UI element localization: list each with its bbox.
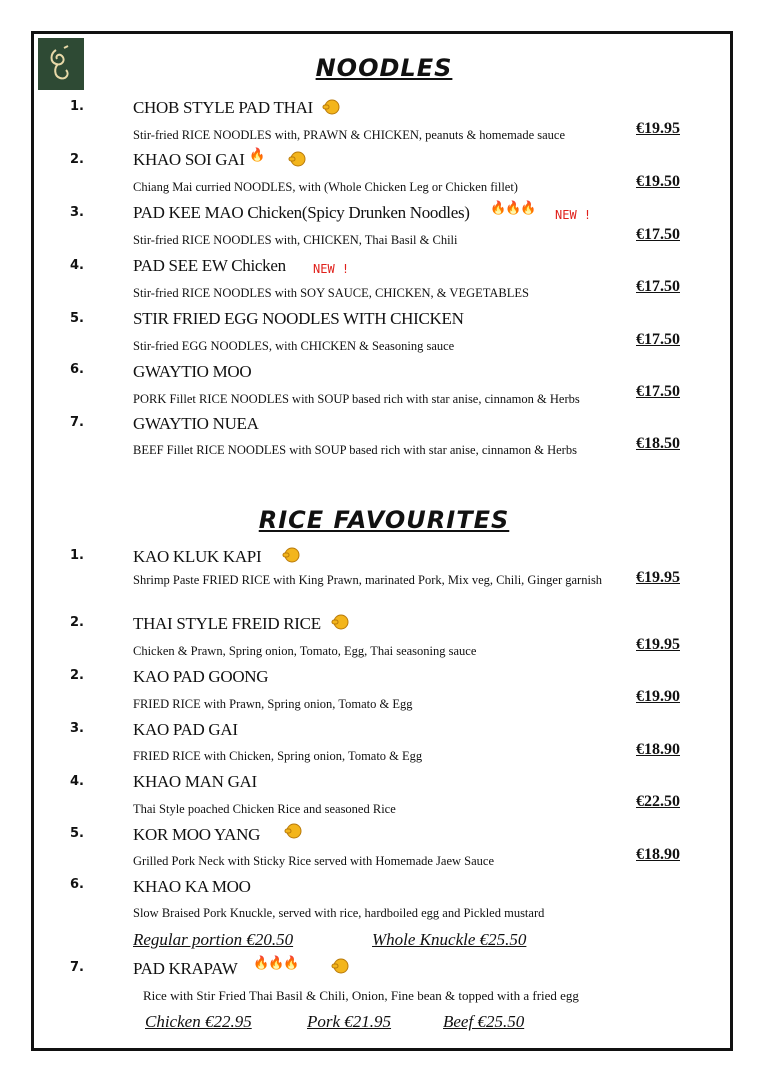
item-description: Chiang Mai curried NOODLES, with (Whole Chicken Leg or Chicken fillet) xyxy=(133,180,518,194)
item-price: €18.50 xyxy=(636,435,680,452)
item-name: STIR FRIED EGG NOODLES WITH CHICKEN xyxy=(133,309,464,328)
item-number: 4. xyxy=(70,774,84,789)
item-number: 3. xyxy=(70,721,84,736)
item-price: €22.50 xyxy=(636,793,680,810)
new-badge: NEW ! xyxy=(313,262,350,276)
item-number: 3. xyxy=(70,205,84,220)
item-number: 7. xyxy=(70,415,84,430)
item-description: PORK Fillet RICE NOODLES with SOUP based rich with star anise, cinnamon & Herbs xyxy=(133,392,580,406)
item-name: KHAO MAN GAI xyxy=(133,772,257,791)
item-description: Stir-fried RICE NOODLES with, PRAWN & CHICKEN, peanuts & homemade sauce xyxy=(133,128,566,142)
item-name: PAD SEE EW Chicken xyxy=(133,256,286,275)
item-description: Stir-fried RICE NOODLES with, CHICKEN, Thai Basil & Chili xyxy=(133,233,458,247)
thumbs-up-icon xyxy=(331,958,349,974)
item-price: €19.90 xyxy=(636,688,680,705)
rice-section-title: RICE FAVOURITES xyxy=(258,506,510,534)
item-price: €17.50 xyxy=(636,278,680,295)
item-price: €18.90 xyxy=(636,741,680,758)
item-price: €19.50 xyxy=(636,173,680,190)
item-name: KAO PAD GAI xyxy=(133,720,238,739)
portion-option: Beef €25.50 xyxy=(443,1012,525,1031)
item-name: KHAO SOI GAI xyxy=(133,150,245,169)
item-number: 1. xyxy=(70,99,84,114)
item-number: 7. xyxy=(70,960,84,975)
item-description: Thai Style poached Chicken Rice and seasoned Rice xyxy=(133,802,396,816)
item-description: Slow Braised Pork Knuckle, served with rice, hardboiled egg and Pickled mustard xyxy=(133,906,545,920)
item-number: 2. xyxy=(70,152,84,167)
noodles-section-title: NOODLES xyxy=(315,54,453,82)
item-number: 1. xyxy=(70,548,84,563)
item-name: THAI STYLE FREID RICE xyxy=(133,614,321,633)
new-badge: NEW ! xyxy=(555,208,592,222)
item-number: 4. xyxy=(70,258,84,273)
item-name: PAD KEE MAO Chicken(Spicy Drunken Noodles) xyxy=(133,203,470,222)
thumbs-up-icon xyxy=(284,823,302,839)
thumbs-up-icon xyxy=(322,99,340,115)
portion-option: Regular portion €20.50 xyxy=(133,930,294,949)
item-description: BEEF Fillet RICE NOODLES with SOUP based rich with star anise, cinnamon & Herbs xyxy=(133,443,577,457)
item-description: Shrimp Paste FRIED RICE with King Prawn, marinated Pork, Mix veg, Chili, Ginger garnish xyxy=(133,573,603,587)
item-description: FRIED RICE with Chicken, Spring onion, Tomato & Egg xyxy=(133,749,423,763)
item-price: €19.95 xyxy=(636,120,680,137)
item-name: GWAYTIO NUEA xyxy=(133,414,259,433)
item-price: €19.95 xyxy=(636,636,680,653)
thumbs-up-icon xyxy=(282,547,300,563)
item-name: CHOB STYLE PAD THAI xyxy=(133,98,313,117)
portion-option: Whole Knuckle €25.50 xyxy=(372,930,527,949)
portion-option: Chicken €22.95 xyxy=(145,1012,252,1031)
item-price: €17.50 xyxy=(636,383,680,400)
fire-icon: 🔥🔥🔥 xyxy=(253,956,299,971)
item-name: PAD KRAPAW xyxy=(133,959,238,978)
thumbs-up-icon xyxy=(331,614,349,630)
item-price: €17.50 xyxy=(636,226,680,243)
item-price: €18.90 xyxy=(636,846,680,863)
fire-icon: 🔥🔥🔥 xyxy=(490,201,536,216)
fire-icon: 🔥 xyxy=(249,148,265,163)
item-name: KOR MOO YANG xyxy=(133,825,261,844)
item-description: Chicken & Prawn, Spring onion, Tomato, Egg, Thai seasoning sauce xyxy=(133,644,477,658)
item-price: €19.95 xyxy=(636,569,680,586)
item-number: 6. xyxy=(70,362,84,377)
item-description: Grilled Pork Neck with Sticky Rice served with Homemade Jaew Sauce xyxy=(133,854,495,868)
item-number: 6. xyxy=(70,877,84,892)
item-name: KAO KLUK KAPI xyxy=(133,547,262,566)
item-number: 2. xyxy=(70,668,84,683)
item-description: FRIED RICE with Prawn, Spring onion, Tomato & Egg xyxy=(133,697,413,711)
item-number: 2. xyxy=(70,615,84,630)
item-number: 5. xyxy=(70,826,84,841)
item-name: GWAYTIO MOO xyxy=(133,362,252,381)
item-description: Stir-fried RICE NOODLES with SOY SAUCE, CHICKEN, & VEGETABLES xyxy=(133,286,529,300)
item-price: €17.50 xyxy=(636,331,680,348)
item-name: KHAO KA MOO xyxy=(133,877,251,896)
thumbs-up-icon xyxy=(288,151,306,167)
portion-option: Pork €21.95 xyxy=(307,1012,392,1031)
item-description: Stir-fried EGG NOODLES, with CHICKEN & Seasoning sauce xyxy=(133,339,455,353)
item-number: 5. xyxy=(70,311,84,326)
item-name: KAO PAD GOONG xyxy=(133,667,269,686)
item-description: Rice with Stir Fried Thai Basil & Chili, Onion, Fine bean & topped with a fried egg xyxy=(143,988,579,1003)
